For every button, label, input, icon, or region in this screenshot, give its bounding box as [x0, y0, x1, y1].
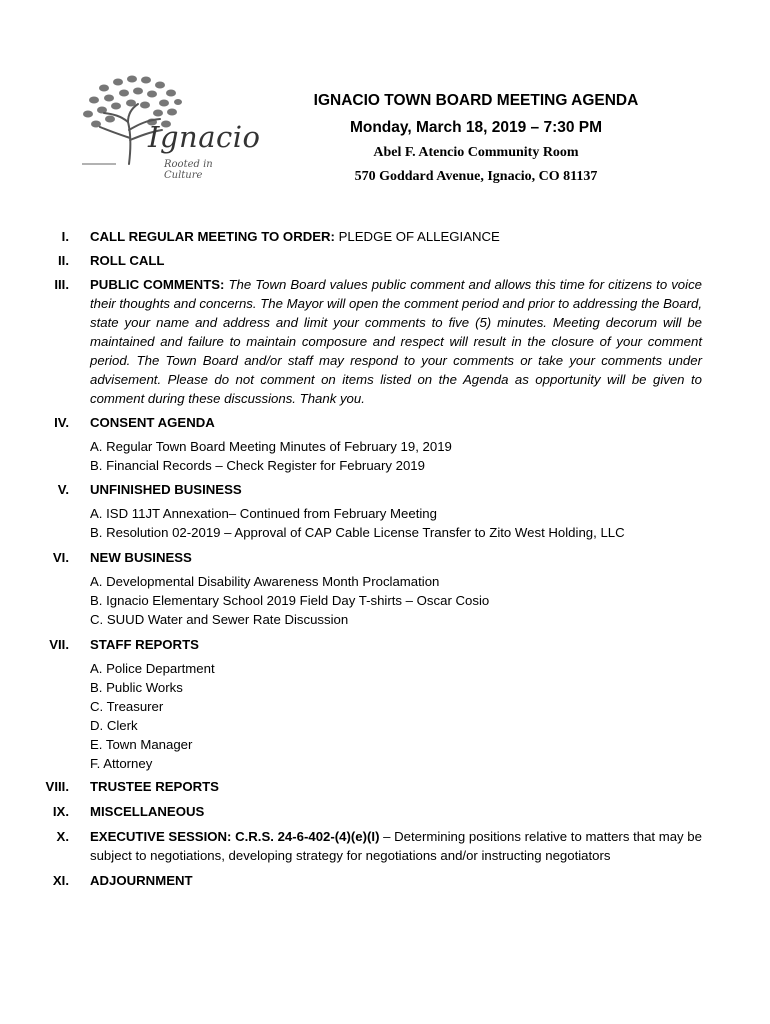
list-item: A. Police Department [90, 661, 215, 676]
item-number: XI. [52, 873, 69, 888]
item-number: III. [54, 277, 69, 292]
agenda-item-5 [0, 480, 702, 499]
list-item: B. Public Works [90, 680, 183, 695]
agenda-item-1 [0, 227, 702, 246]
agenda-item-11 [0, 871, 702, 890]
list-item: B. Financial Records – Check Register for February 2019 [90, 458, 425, 473]
item-heading: CALL REGULAR MEETING TO ORDER: [90, 229, 335, 244]
list-item: C. Treasurer [90, 699, 164, 714]
item-number: IX. [52, 804, 69, 819]
agenda-item-7 [0, 635, 702, 654]
list-item: B. Resolution 02-2019 – Approval of CAP Cable License Transfer to Zito West Holding, LLC [90, 525, 625, 540]
item-heading: TRUSTEE REPORTS [90, 779, 219, 794]
agenda-item-10 [0, 827, 702, 865]
agenda-header [300, 90, 652, 187]
item-heading: EXECUTIVE SESSION: C.R.S. 24-6-402-(4)(e)(I) [90, 829, 380, 844]
item-heading: CONSENT AGENDA [90, 415, 215, 430]
item-text: PLEDGE OF ALLEGIANCE [334, 229, 500, 244]
item-number: VIII. [45, 779, 69, 794]
list-item: A. ISD 11JT Annexation– Continued from February Meeting [90, 506, 437, 521]
item-number: VII. [49, 637, 69, 652]
item-number: VI. [52, 550, 69, 565]
ignacio-logo [74, 72, 261, 190]
agenda-item-8 [0, 777, 702, 796]
item-number: I. [61, 229, 69, 244]
list-item: E. Town Manager [90, 737, 193, 752]
agenda-item-6 [0, 548, 702, 567]
item-number: X. [56, 829, 69, 844]
logo-tagline: Rooted in Culture [164, 159, 213, 181]
item-heading: NEW BUSINESS [90, 550, 192, 565]
meeting-room: Abel F. Atencio Community Room [373, 145, 579, 160]
list-item: A. Developmental Disability Awareness Month Proclamation [90, 574, 440, 589]
list-item: A. Regular Town Board Meeting Minutes of February 19, 2019 [90, 439, 452, 454]
item-number: V. [57, 482, 69, 497]
meeting-date: Monday, March 18, 2019 – 7:30 PM [349, 119, 603, 136]
agenda-list [0, 227, 770, 890]
agenda-item-9 [0, 802, 702, 821]
item-description: The Town Board values public comment and allows this time for citizens to voice their thoughts and concerns. The Mayor will open the comment period and prior to addressing the Board, state your name and address and limit your comments to five (5) minutes. Meeting decorum will be maintained and failure to maintain composure and respect will result in the closure of your comment period. The Town Board and/or staff may respond to your comments or take your comments under advisement. Please do not comment on items listed on the Agenda as opportunity will be given to comment during these discussions. Thank you. [90, 277, 702, 406]
item-heading: ROLL CALL [90, 253, 165, 268]
agenda-item-2 [0, 251, 702, 270]
item-number: II. [58, 253, 69, 268]
agenda-item-4 [0, 413, 702, 432]
item-heading: PUBLIC COMMENTS: [90, 277, 225, 292]
item-number: IV. [54, 415, 69, 430]
list-item: F. Attorney [90, 756, 153, 771]
list-item: C. SUUD Water and Sewer Rate Discussion [90, 612, 349, 627]
item-heading: MISCELLANEOUS [90, 804, 205, 819]
public-comments-text [90, 275, 702, 408]
logo-wordmark: Ignacio [148, 120, 261, 154]
agenda-item-3 [0, 275, 702, 408]
meeting-address: 570 Goddard Avenue, Ignacio, CO 81137 [354, 169, 598, 184]
list-item: B. Ignacio Elementary School 2019 Field Day T-shirts – Oscar Cosio [90, 593, 490, 608]
page-title: IGNACIO TOWN BOARD MEETING AGENDA [313, 92, 639, 109]
item-heading: ADJOURNMENT [90, 873, 193, 888]
item-heading: STAFF REPORTS [90, 637, 199, 652]
list-item: D. Clerk [90, 718, 138, 733]
item-heading: UNFINISHED BUSINESS [90, 482, 242, 497]
item-text: – Determining positions relative to matters that may be subject to negotiations, developing strategy for negotiations and/or instructing negotiators [90, 829, 702, 863]
